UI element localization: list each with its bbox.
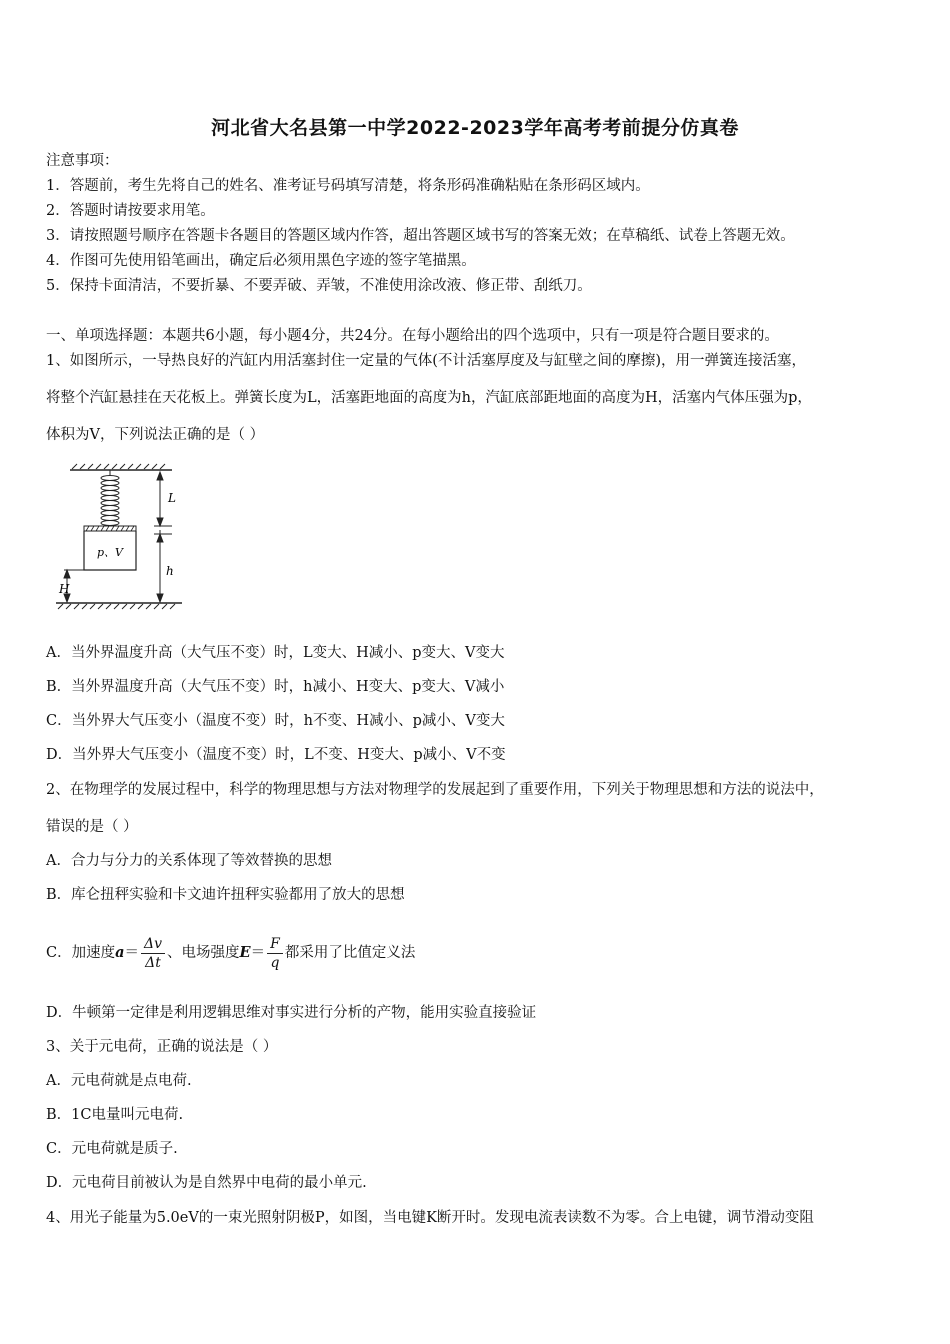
frac-den: q: [270, 954, 280, 971]
label-H: H: [59, 582, 70, 596]
q1-option-d: D．当外界大气压变小（温度不变）时，L不变、H变大、p减小、V不变: [46, 747, 506, 763]
q2-option-a: A．合力与分力的关系体现了等效替换的思想: [46, 853, 332, 869]
var-a: a: [115, 944, 125, 961]
frac-num: F: [267, 935, 283, 954]
var-E: E: [239, 944, 251, 961]
equals: ＝: [250, 945, 266, 961]
q2-option-c: [46, 925, 415, 981]
notice-item: 3．请按照题号顺序在答题卡各题目的答题区域内作答，超出答题区域书写的答案无效；在草稿纸、试卷上答题无效。: [46, 228, 795, 244]
frac-num: Δv: [141, 935, 165, 954]
section-heading: 一、单项选择题：本题共6小题，每小题4分，共24分。在每小题给出的四个选项中，只有一项是符合题目要求的。: [46, 328, 779, 344]
ground-hatch: [58, 604, 175, 609]
notice-item: 2．答题时请按要求用笔。: [46, 203, 215, 219]
q2-c-mid: 、电场强度: [167, 945, 240, 961]
q1-option-a: A．当外界温度升高（大气压不变）时，L变大、H减小、p变大、V变大: [46, 645, 505, 661]
q2-c-prefix: C．加速度: [46, 945, 116, 961]
q4-stem: 4、用光子能量为5.0eV的一束光照射阴极P，如图，当电键K断开时。发现电流表读数不为零。合上电键，调节滑动变阻: [46, 1210, 814, 1226]
q3-option-a: A．元电荷就是点电荷.: [46, 1073, 192, 1089]
fraction-field: [267, 935, 283, 972]
ceiling-hatch: [72, 464, 165, 469]
label-pV: p、V: [97, 546, 123, 559]
q2-c-suffix: 都采用了比值定义法: [284, 945, 416, 961]
q1-figure: [50, 462, 190, 614]
label-h: h: [166, 564, 174, 578]
notice-item: 4．作图可先使用铅笔画出，确定后必须用黑色字迹的签字笔描黑。: [46, 253, 476, 269]
q1-stem-line: 1、如图所示，一导热良好的汽缸内用活塞封住一定量的气体(不计活塞厚度及与缸壁之间的摩擦)，用一弹簧连接活塞，: [46, 353, 807, 369]
q1-option-b: B．当外界温度升高（大气压不变）时，h减小、H变大、p变大、V减小: [46, 679, 505, 695]
spring: [101, 470, 119, 526]
q1-stem-line: 体积为V，下列说法正确的是（ ）: [46, 427, 265, 443]
q2-stem-line: 2、在物理学的发展过程中，科学的物理思想与方法对物理学的发展起到了重要作用，下列关于物理思想和方法的说法中，: [46, 782, 824, 798]
equals: ＝: [124, 945, 140, 961]
q1-option-c: C．当外界大气压变小（温度不变）时，h不变、H减小、p减小、V变大: [46, 713, 505, 729]
q3-stem: 3、关于元电荷，正确的说法是（ ）: [46, 1039, 278, 1055]
q2-option-b: B．库仑扭秤实验和卡文迪许扭秤实验都用了放大的思想: [46, 887, 405, 903]
q3-option-c: C．元电荷就是质子.: [46, 1141, 178, 1157]
notice-item: 5．保持卡面清洁，不要折暴、不要弄破、弄皱，不准使用涂改液、修正带、刮纸刀。: [46, 278, 592, 294]
q2-stem-line: 错误的是（ ）: [46, 819, 138, 835]
fraction-acceleration: [141, 935, 165, 972]
notice-item: 1．答题前，考生先将自己的姓名、准考证号码填写清楚，将条形码准确粘贴在条形码区域内。: [46, 178, 650, 194]
q3-option-b: B．1C电量叫元电荷.: [46, 1107, 184, 1123]
label-L: L: [168, 491, 176, 505]
q2-option-d: D．牛顿第一定律是利用逻辑思维对事实进行分析的产物，能用实验直接验证: [46, 1005, 537, 1021]
frac-den: Δt: [145, 954, 161, 971]
q3-option-d: D．元电荷目前被认为是自然界中电荷的最小单元.: [46, 1175, 367, 1191]
notice-heading: 注意事项：: [46, 153, 119, 169]
page-title: 河北省大名县第一中学2022-2023学年高考考前提分仿真卷: [211, 117, 739, 139]
q1-stem-line: 将整个汽缸悬挂在天花板上。弹簧长度为L，活塞距地面的高度为h，汽缸底部距地面的高度为H，活塞内气体压强为p，: [46, 390, 812, 406]
